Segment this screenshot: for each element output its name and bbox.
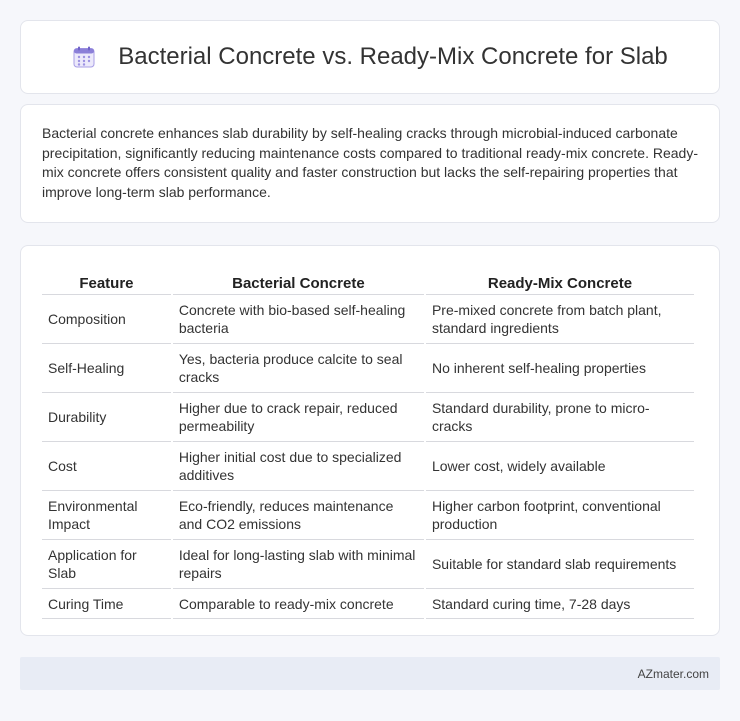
readymix-cell: Standard durability, prone to micro-cracks [426,393,694,442]
readymix-cell: Higher carbon footprint, conventional production [426,491,694,540]
bacterial-cell: Eco-friendly, reduces maintenance and CO2 emissions [173,491,424,540]
bacterial-cell: Higher due to crack repair, reduced permeability [173,393,424,442]
feature-cell: Cost [42,442,171,491]
table-row [42,491,694,540]
header-readymix: Ready-Mix Concrete [426,266,694,295]
table-row [42,589,694,619]
feature-cell: Durability [42,393,171,442]
readymix-cell: No inherent self-healing properties [426,344,694,393]
table-header-row [42,266,694,295]
feature-cell: Composition [42,295,171,344]
title-wrap [72,43,668,71]
feature-cell: Self-Healing [42,344,171,393]
table-row [42,540,694,589]
feature-cell: Application for Slab [42,540,171,589]
readymix-cell: Pre-mixed concrete from batch plant, standard ingredients [426,295,694,344]
calendar-icon [72,45,96,69]
table-row [42,295,694,344]
header-feature: Feature [42,266,171,295]
table-row [42,442,694,491]
intro-text: Bacterial concrete enhances slab durability by self-healing cracks through microbial-induced carbonate precipitation, significantly reducing maintenance costs compared to traditional ready-mix concrete. Ready-mix concrete offers consistent quality and faster construction but lacks the self-repairing properties that improve long-term slab performance. [42,125,698,200]
table-row [42,393,694,442]
bacterial-cell: Yes, bacteria produce calcite to seal cracks [173,344,424,393]
readymix-cell: Lower cost, widely available [426,442,694,491]
footer-brand[interactable]: AZmater.com [637,666,709,681]
header-bacterial: Bacterial Concrete [173,266,424,295]
bacterial-cell: Ideal for long-lasting slab with minimal repairs [173,540,424,589]
bacterial-cell: Comparable to ready-mix concrete [173,589,424,619]
bacterial-cell: Higher initial cost due to specialized additives [173,442,424,491]
feature-cell: Environmental Impact [42,491,171,540]
bacterial-cell: Concrete with bio-based self-healing bacteria [173,295,424,344]
readymix-cell: Standard curing time, 7-28 days [426,589,694,619]
readymix-cell: Suitable for standard slab requirements [426,540,694,589]
comparison-table [40,266,696,619]
intro-card [20,104,720,223]
feature-cell: Curing Time [42,589,171,619]
title-card [20,20,720,94]
footer-bar [20,657,720,690]
comparison-table-card [20,245,720,636]
page-title: Bacterial Concrete vs. Ready-Mix Concrete for Slab [118,43,668,70]
table-row [42,344,694,393]
